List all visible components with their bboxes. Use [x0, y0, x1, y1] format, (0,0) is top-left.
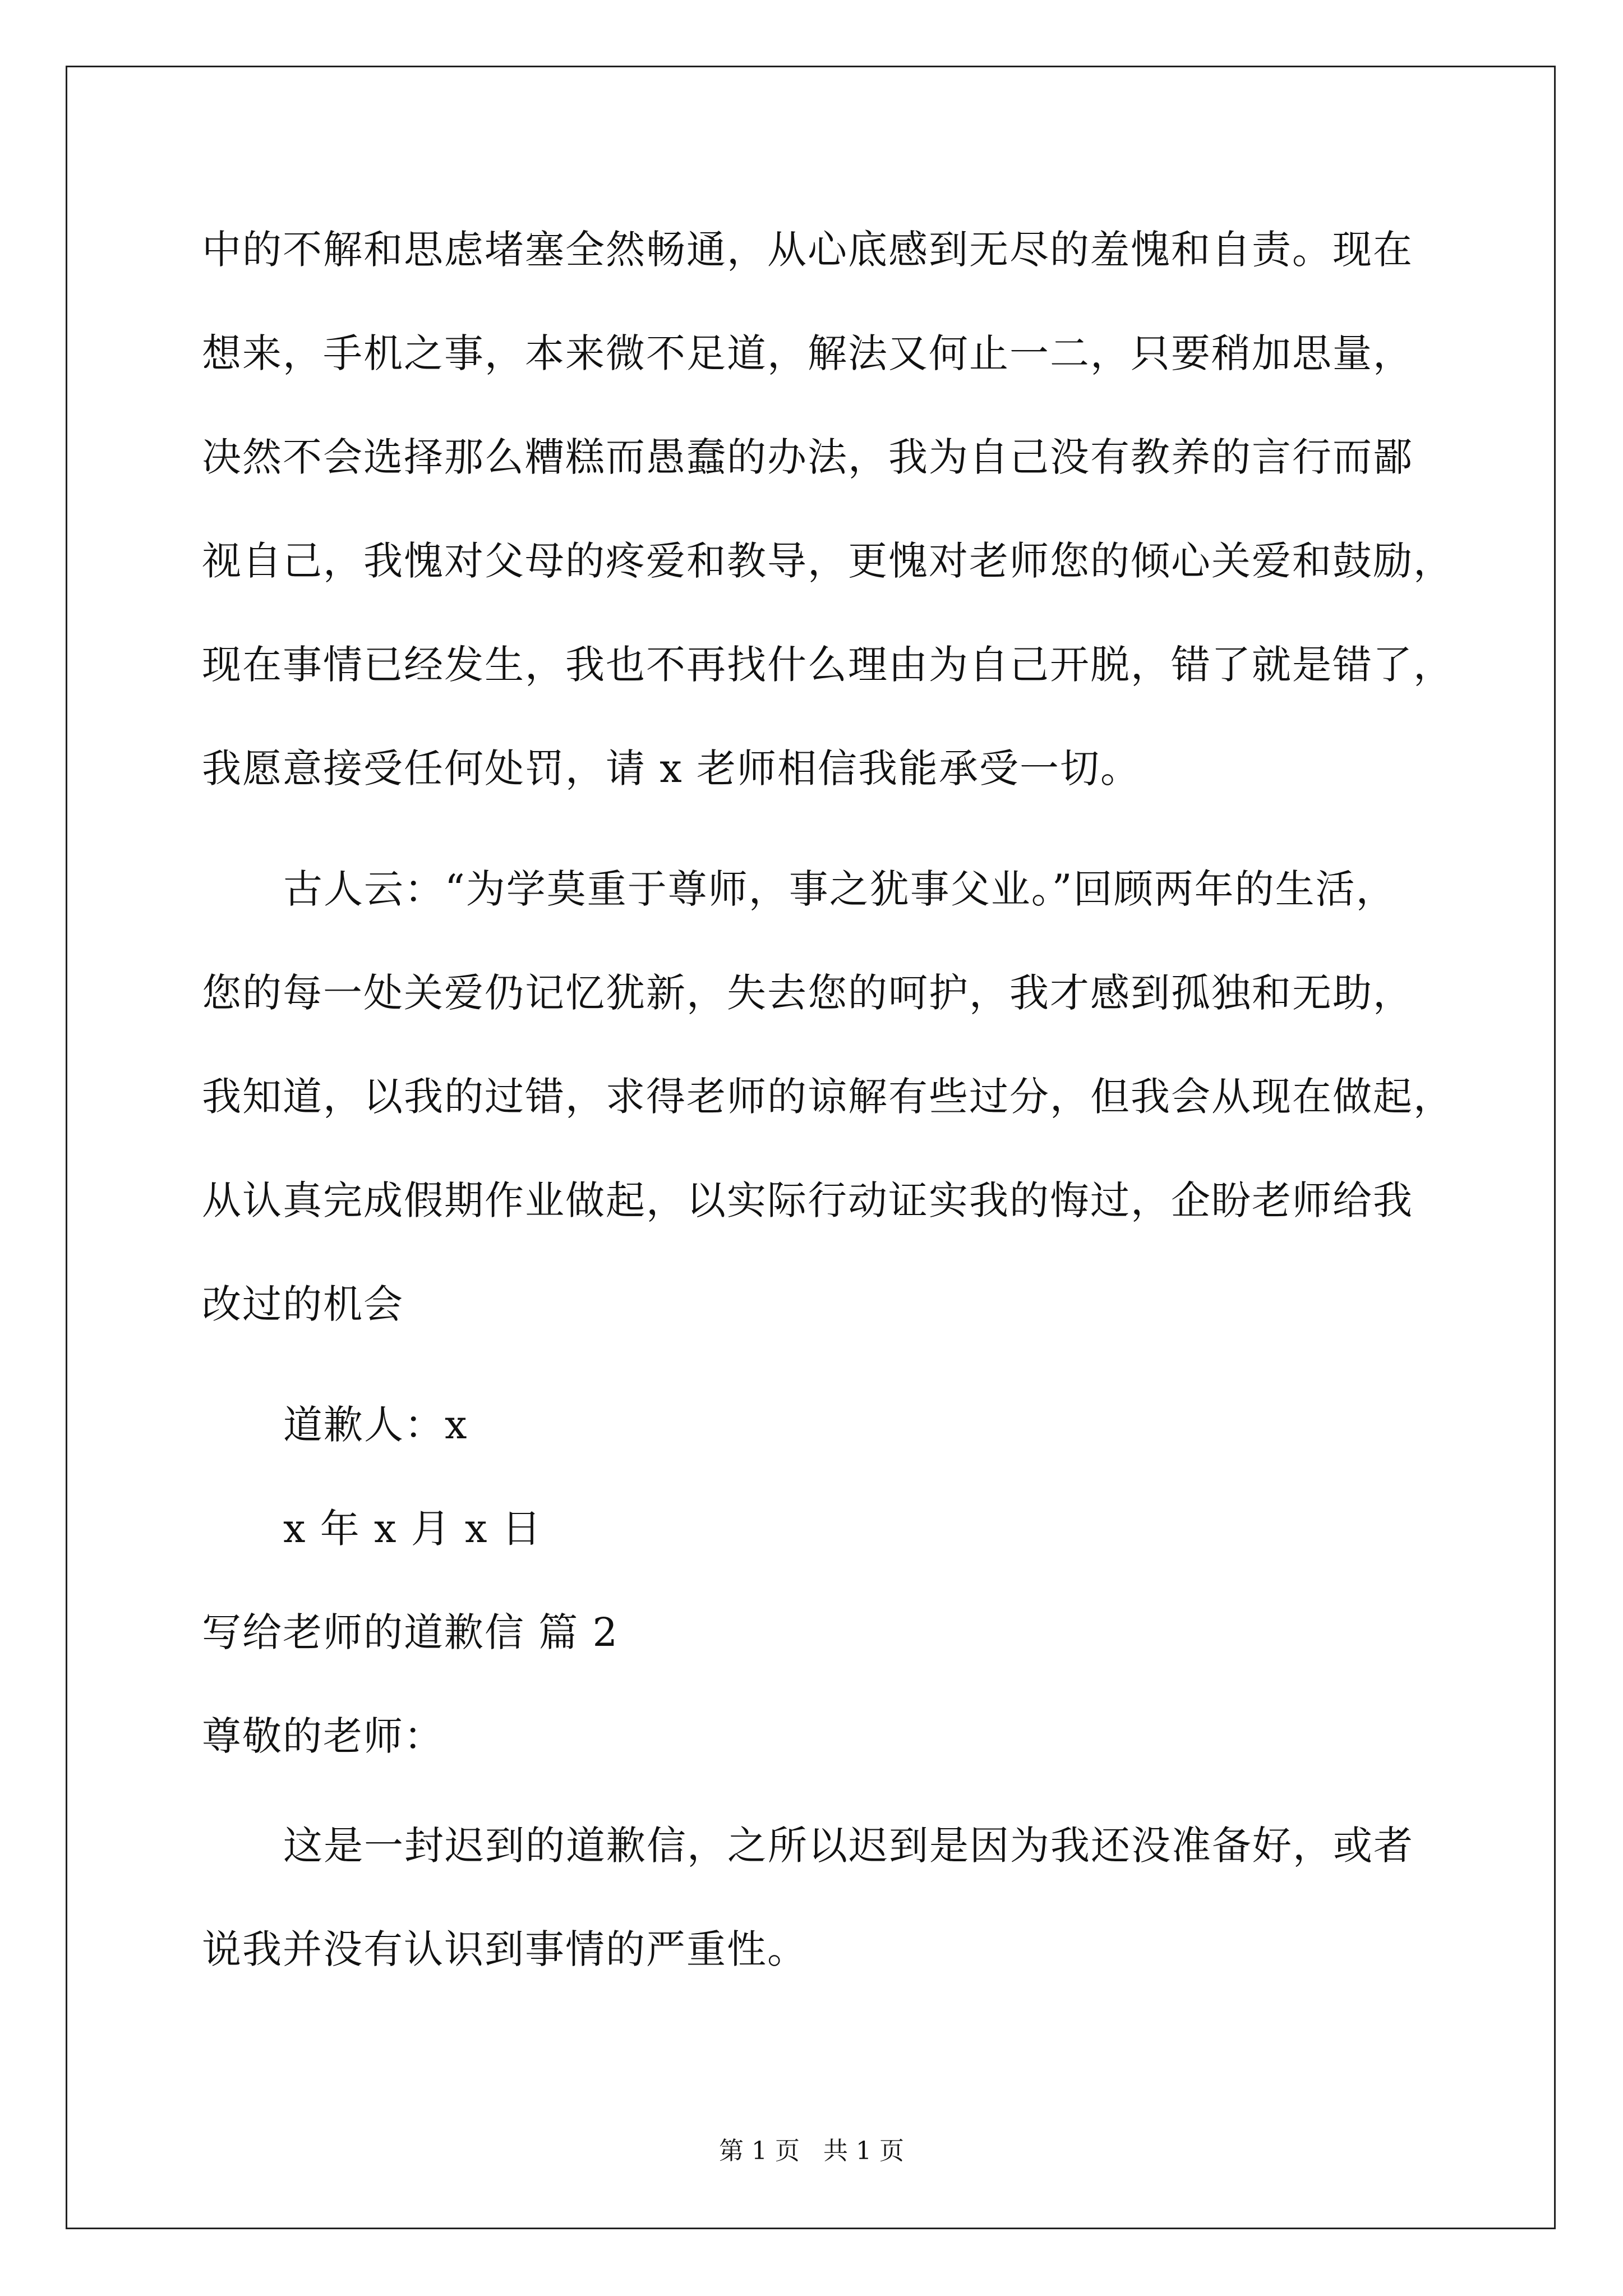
text-line-9: 我知道，以我的过错，求得老师的谅解有些过分，但我会从现在做起，	[202, 1074, 1454, 1120]
text-line-17: 说我并没有认识到事情的严重性。	[202, 1926, 808, 1972]
text-line-1: 中的不解和思虑堵塞全然畅通，从心底感到无尽的羞愧和自责。现在	[202, 227, 1413, 273]
signature-line: 道歉人：x	[283, 1402, 468, 1448]
text-line-10: 从认真完成假期作业做起，以实际行动证实我的悔过，企盼老师给我	[202, 1177, 1413, 1223]
text-line-6: 我愿意接受任何处罚，请 x 老师相信我能承受一切。	[202, 746, 1141, 792]
page-footer: 第 1 页 共 1 页	[719, 2137, 904, 2165]
text-line-7: 古人云：“为学莫重于尊师，事之犹事父业。”回顾两年的生活，	[283, 866, 1396, 912]
text-line-2: 想来，手机之事，本来微不足道，解法又何止一二，只要稍加思量，	[202, 330, 1413, 376]
salutation: 尊敬的老师：	[202, 1713, 444, 1759]
date-line: x 年 x 月 x 日	[283, 1506, 542, 1552]
text-line-8: 您的每一处关爱仍记忆犹新，失去您的呵护，我才感到孤独和无助，	[202, 970, 1413, 1016]
text-line-4: 视自己，我愧对父母的疼爱和教导，更愧对老师您的倾心关爱和鼓励，	[202, 538, 1454, 584]
text-line-5: 现在事情已经发生，我也不再找什么理由为自己开脱，错了就是错了，	[202, 642, 1454, 688]
page-border	[66, 66, 1556, 2229]
text-line-11: 改过的机会	[202, 1281, 404, 1327]
text-line-16: 这是一封迟到的道歉信，之所以迟到是因为我还没准备好，或者	[283, 1823, 1414, 1869]
text-line-3: 决然不会选择那么糟糕而愚蠢的办法，我为自己没有教养的言行而鄙	[202, 434, 1413, 480]
section-title: 写给老师的道歉信 篇 2	[202, 1609, 619, 1655]
